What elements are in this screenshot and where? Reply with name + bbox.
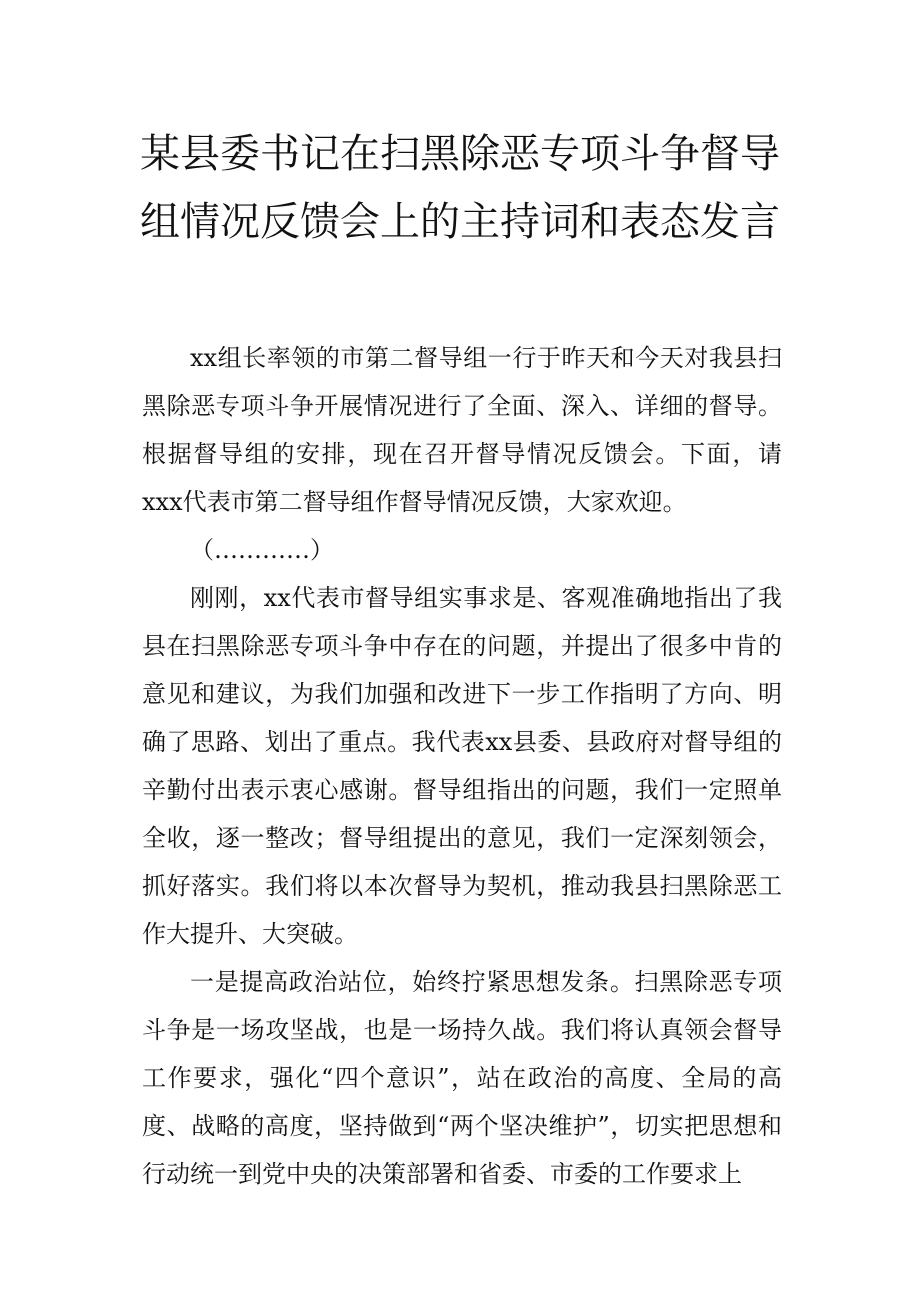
paragraph-ellipsis: （…………）	[190, 536, 334, 564]
paragraph-response: 刚刚，xx代表市督导组实事求是、客观准确地指出了我县在扫黑除恶专项斗争中存在的问题，并提出了很多中肯的意见和建议，为我们加强和改进下一步工作指明了方向、明确了思路、划出了重点。我代表xx县委、县政府对督导组的辛勤付出表示衷心感谢。督导组指出的问题，我们一定照单全收，逐一整改；督导组提出的意见，我们一定深刻领会，抓好落实。我们将以本次督导为契机，推动我县扫黑除恶工作大提升、大突破。	[142, 584, 782, 948]
document-title: 某县委书记在扫黑除恶专项斗争督导组情况反馈会上的主持词和表态发言	[140, 131, 780, 245]
paragraph-point-one: 一是提高政治站位，始终拧紧思想发条。扫黑除恶专项斗争是一场攻坚战，也是一场持久战。我们将认真领会督导工作要求，强化“四个意识”，站在政治的高度、全局的高度、战略的高度，坚持做到“两个坚决维护”，切实把思想和行动统一到党中央的决策部署和省委、市委的工作要求上	[142, 968, 782, 1188]
document-body	[142, 334, 782, 1198]
paragraph-opening-remarks: xx组长率领的市第二督导组一行于昨天和今天对我县扫黑除恶专项斗争开展情况进行了全面、深入、详细的督导。根据督导组的安排，现在召开督导情况反馈会。下面，请xxx代表市第二督导组作督导情况反馈，大家欢迎。	[142, 344, 782, 516]
